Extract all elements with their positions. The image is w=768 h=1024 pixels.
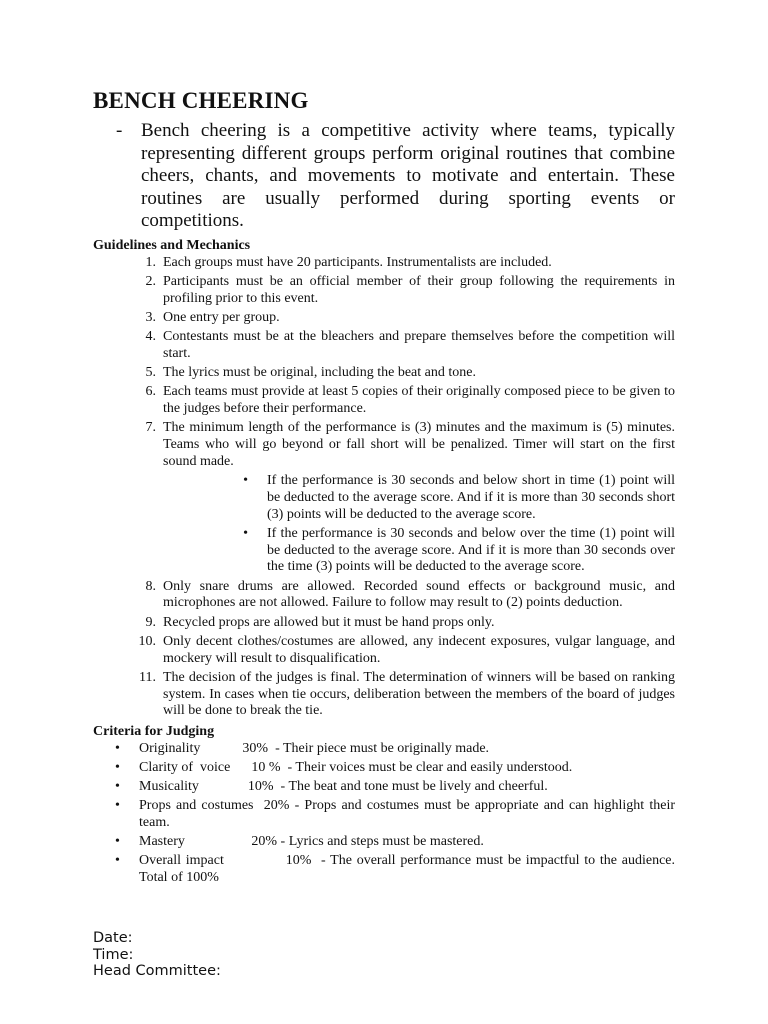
list-item: 9. Recycled props are allowed but it must be hand props only. — [145, 614, 495, 630]
guidelines-list-continued — [93, 579, 675, 720]
criteria-heading: Criteria for Judging — [93, 723, 215, 739]
list-item: 11. The decision of the judges is final. The determination of winners will be based on ranking system. In cases when tie occurs, deliberation between the members of the board of judges will be done to break the tie. — [139, 669, 675, 719]
intro-dash: - — [116, 120, 123, 141]
list-item: • If the performance is 30 seconds and below over the time (1) point will be deducted to the average score. And if it is more than 30 seconds over the time (3) points will be deducted to the average score. — [93, 526, 675, 576]
date-label: Date: — [93, 930, 133, 946]
bullet-icon: • — [115, 778, 120, 794]
list-item: • Originality 30% - Their piece must be originally made. — [93, 741, 675, 758]
list-item: 3. One entry per group. — [145, 309, 280, 325]
bullet-icon: • — [243, 473, 248, 489]
list-item: 10. Only decent clothes/costumes are allowed, any indecent exposures, vulgar language, and mockery will result to disqualification. — [138, 633, 675, 666]
bullet-icon: • — [243, 525, 248, 541]
criteria-list — [93, 740, 689, 887]
list-item: 4. Contestants must be at the bleachers and prepare themselves before the competition will start. — [145, 329, 675, 361]
bullet-icon: • — [115, 853, 120, 869]
guidelines-list — [93, 255, 675, 471]
head-committee-label: Head Committee: — [93, 963, 221, 980]
bullet-icon: • — [115, 759, 120, 775]
bullet-icon: • — [115, 834, 120, 850]
list-item: 5. The lyrics must be original, including the beat and tone. — [145, 365, 476, 381]
list-item: • Overall impact 10% - The overall performance must be impactful to the audience. Total of 100% — [93, 853, 675, 886]
list-item: • If the performance is 30 seconds and below short in time (1) point will be deducted to the average score. And if it is more than 30 seconds short (3) points will be deducted to the average score. — [93, 473, 675, 523]
list-item: • Mastery 20% - Lyrics and steps must be mastered. — [93, 834, 675, 851]
bullet-icon: • — [115, 740, 120, 756]
list-item: 2. Participants must be an official member of their group following the requirements in profiling prior to this event. — [145, 273, 675, 306]
intro-paragraph — [93, 120, 675, 233]
intro-text: Bench cheering is a competitive activity where teams, typically representing different groups perform original routines that combine cheers, chants, and movements to motivate and entertain. These routines are usually performed during sporting events or competitions. — [141, 120, 675, 231]
bullet-icon: • — [115, 798, 120, 814]
list-item: • Musicality 10% - The beat and tone must be lively and cheerful. — [93, 779, 675, 796]
signature-footer — [93, 930, 221, 980]
document-title: BENCH CHEERING — [93, 88, 309, 113]
guidelines-heading: Guidelines and Mechanics — [93, 237, 251, 253]
timing-penalty-list — [93, 473, 675, 576]
list-item: 7. The minimum length of the performance is (3) minutes and the maximum is (5) minutes. Teams who will go beyond or fall short will be penalized. Timer will start on the first sound made. — [145, 420, 675, 469]
list-item: 8. Only snare drums are allowed. Recorded sound effects or background music, and microphones are not allowed. Failure to follow may result to (2) points deduction. — [145, 578, 675, 611]
list-item: • Clarity of voice 10 % - Their voices must be clear and easily understood. — [93, 760, 675, 777]
list-item: 1. Each groups must have 20 participants. Instrumentalists are included. — [145, 254, 552, 270]
time-label: Time: — [93, 946, 134, 963]
list-item: 6. Each teams must provide at least 5 copies of their originally composed piece to be given to the judges before their performance. — [145, 384, 675, 417]
document-page — [93, 88, 689, 889]
list-item: • Props and costumes 20% - Props and costumes must be appropriate and can highlight their team. — [93, 798, 675, 831]
